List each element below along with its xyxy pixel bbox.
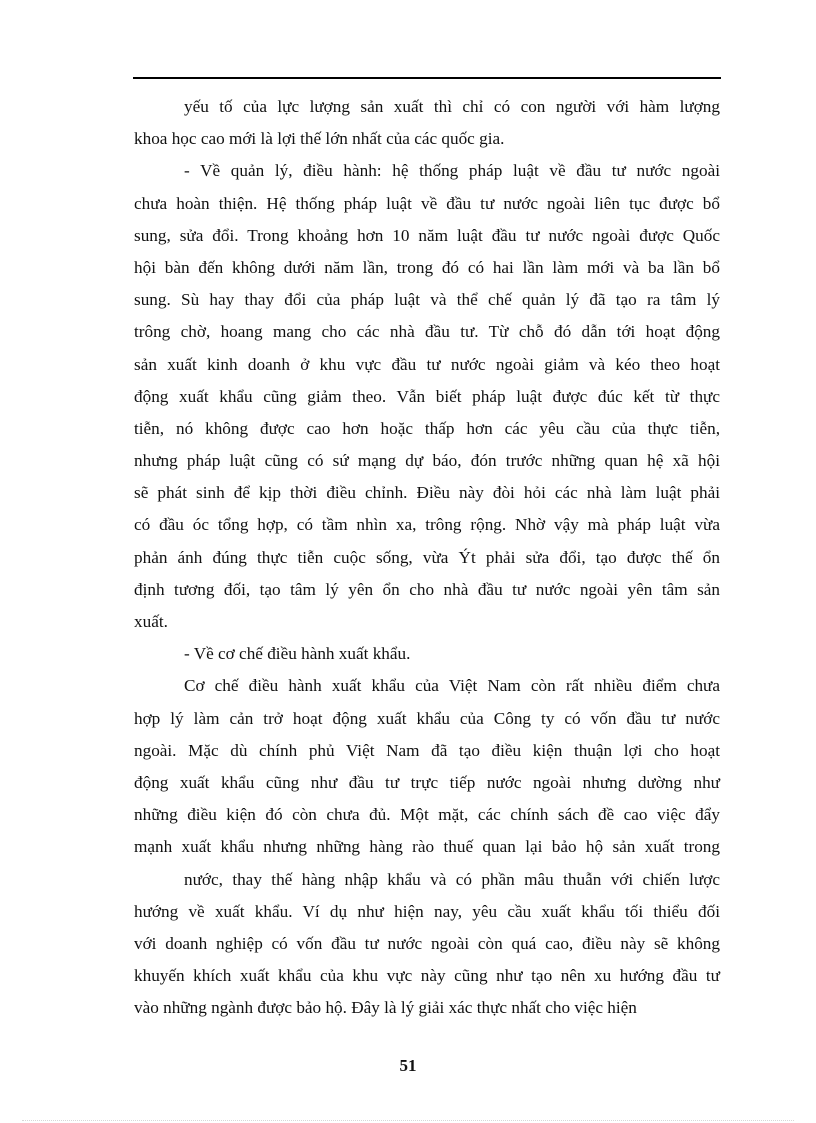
text-line: tiễn, nó không được cao hơn hoặc thấp hơn các yêu cầu của thực tiễn,: [134, 418, 720, 438]
text-line: những điều kiện đó còn chưa đủ. Một mặt, các chính sách đề cao việc đẩy: [134, 805, 720, 825]
text-line: sung. Sù hay thay đổi của pháp luật và thể chế quản lý đã tạo ra tâm lý: [134, 290, 720, 310]
text-line: định tương đối, tạo tâm lý yên ổn cho nhà đầu tư nước ngoài yên tâm sản: [134, 579, 720, 599]
text-line: động xuất khẩu cũng như đầu tư trực tiếp nước ngoài nhưng dường như: [134, 772, 720, 792]
text-line: phản ánh đúng thực tiễn cuộc sống, vừa Ýt phải sửa đổi, tạo được thế ổn: [134, 547, 720, 567]
text-line: xuất.: [134, 612, 168, 631]
text-line: mạnh xuất khẩu nhưng những hàng rào thuế quan lại bảo hộ sản xuất trong: [134, 837, 720, 857]
body-text: [134, 91, 720, 1024]
text-line: vào những ngành được bảo hộ. Đây là lý giải xác thực nhất cho việc hiện: [134, 998, 637, 1018]
text-line: hội bàn đến không dưới năm lần, trong đó có hai lần làm mới và ba lần bổ: [134, 257, 720, 277]
text-line: sẽ phát sinh để kịp thời điều chỉnh. Điều này đòi hỏi các nhà làm luật phải: [134, 483, 720, 503]
text-line: động xuất khẩu cũng giảm theo. Vẫn biết pháp luật được đúc kết từ thực: [134, 386, 720, 406]
text-line: chưa hoàn thiện. Hệ thống pháp luật về đầu tư nước ngoài liên tục được bổ: [134, 193, 720, 213]
text-line: sản xuất kinh doanh ở khu vực đầu tư nước ngoài giảm và kéo theo hoạt: [134, 354, 720, 374]
text-line: - Về quản lý, điều hành: hệ thống pháp luật về đầu tư nước ngoài: [184, 161, 720, 181]
page-number: 51: [399, 1056, 417, 1075]
header-rule: [133, 77, 721, 79]
text-line: sung, sửa đổi. Trong khoảng hơn 10 năm luật đầu tư nước ngoài được Quốc: [134, 225, 720, 245]
text-line: hướng về xuất khẩu. Ví dụ như hiện nay, yêu cầu xuất khẩu tối thiểu đối: [134, 901, 720, 921]
footer-dotted-rule: [22, 1120, 794, 1121]
text-line: - Về cơ chế điều hành xuất khẩu.: [184, 644, 411, 664]
text-line: Cơ chế điều hành xuất khẩu của Việt Nam còn rất nhiều điểm chưa: [184, 676, 720, 696]
text-line: với doanh nghiệp có vốn đầu tư nước ngoài còn quá cao, điều này sẽ không: [134, 933, 720, 953]
text-line: khoa học cao mới là lợi thế lớn nhất của các quốc gia.: [134, 129, 505, 149]
text-line: trông chờ, hoang mang cho các nhà đầu tư. Từ chỗ đó dẫn tới hoạt động: [134, 322, 720, 342]
text-line: ngoài. Mặc dù chính phủ Việt Nam đã tạo điều kiện thuận lợi cho hoạt: [134, 740, 720, 760]
text-line: khuyến khích xuất khẩu của khu vực này cũng như tạo nên xu hướng đầu tư: [134, 966, 720, 986]
text-line: nước, thay thế hàng nhập khẩu và có phần mâu thuẫn với chiến lược: [184, 869, 720, 889]
text-line: yếu tố của lực lượng sản xuất thì chỉ có con người với hàm lượng: [184, 97, 720, 116]
text-line: nhưng pháp luật cũng có sứ mạng dự báo, đón trước những quan hệ xã hội: [134, 451, 720, 471]
text-line: có đầu óc tổng hợp, có tầm nhìn xa, trông rộng. Nhờ vậy mà pháp luật vừa: [134, 515, 720, 535]
text-line: hợp lý làm cản trở hoạt động xuất khẩu của Công ty có vốn đầu tư nước: [134, 708, 720, 728]
